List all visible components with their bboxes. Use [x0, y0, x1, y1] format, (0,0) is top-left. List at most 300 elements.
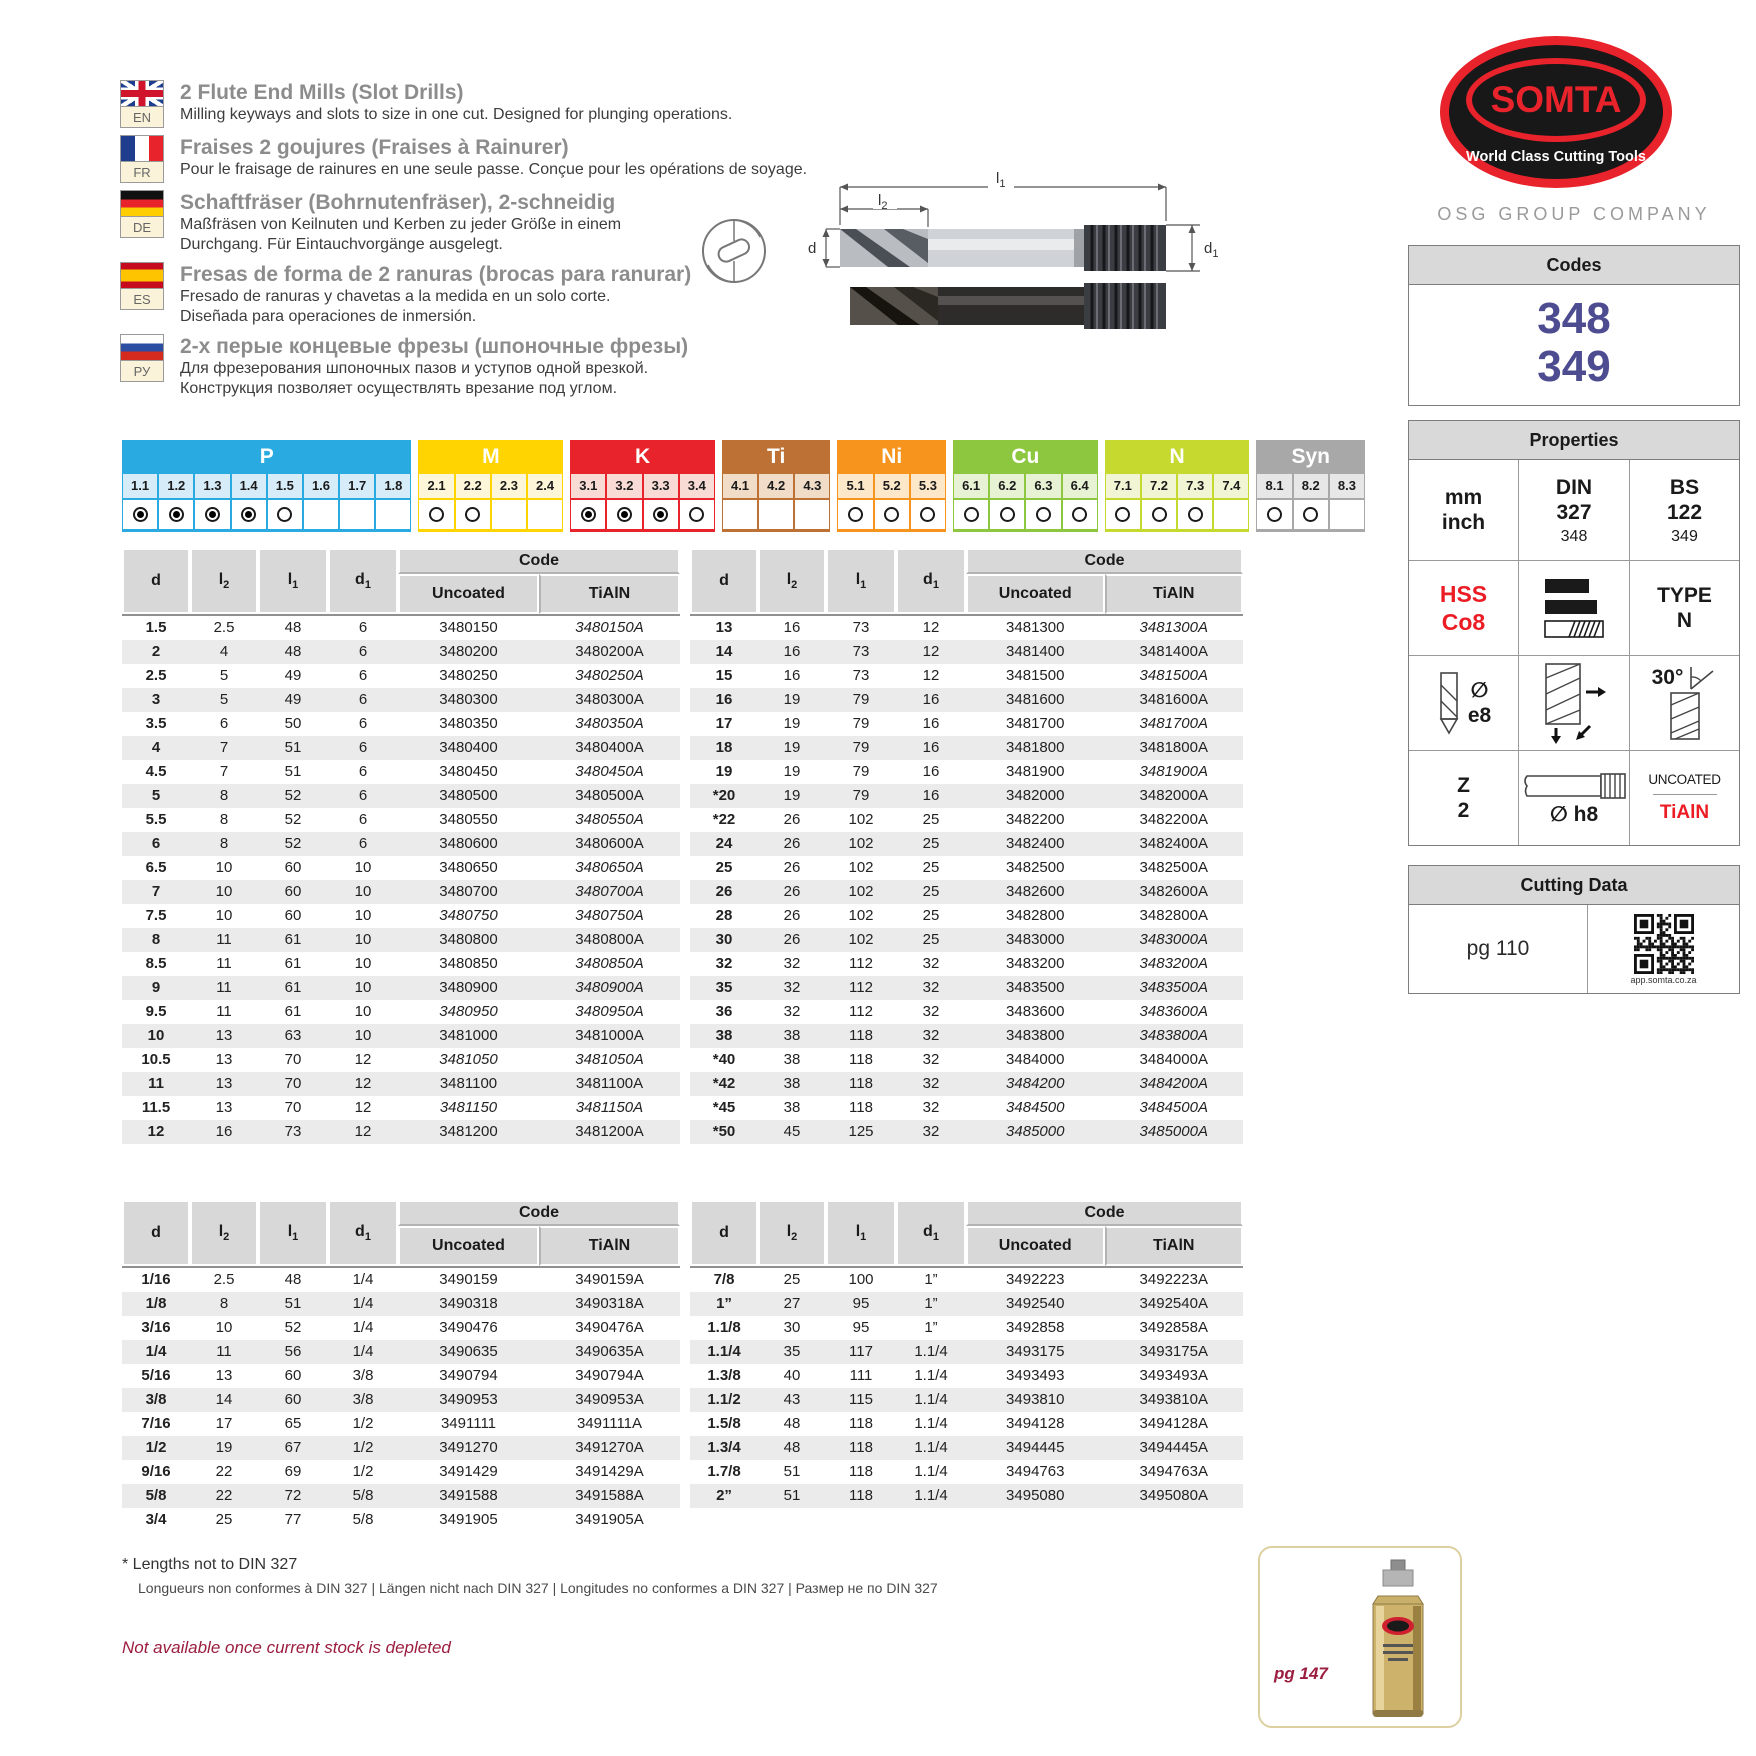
material-code: 1.4: [231, 473, 267, 499]
material-radio-cell: [122, 499, 158, 532]
code-uncoated: 3482400: [1006, 835, 1065, 852]
radio-selected: [581, 507, 596, 522]
code-uncoated: 3490318: [439, 1295, 498, 1312]
col-header-d1: $d_1$: [328, 1200, 398, 1266]
material-group-p: [122, 440, 411, 532]
col-header-tialn: TiAlN: [1105, 574, 1244, 614]
code-uncoated: 3481000: [439, 1027, 498, 1044]
table-row: 7/8 25 100 1” 3492223 3492223A: [690, 1266, 1243, 1292]
col-header-uncoated: Uncoated: [398, 1226, 539, 1266]
col-header-code: Code: [398, 548, 680, 574]
product-desc: Конструкция позволяет осуществлять врезание под углом.: [180, 380, 618, 397]
table-row: 3/8 14 60 3/8 3490953 3490953A: [122, 1388, 680, 1412]
code-uncoated: 3491429: [439, 1463, 498, 1480]
code-tialn: 3490476A: [575, 1319, 644, 1336]
col-header-d: d: [122, 1200, 190, 1266]
material-radio-cell: [643, 499, 679, 532]
table-row: 1.5/8 48 118 1.1/4 3494128 3494128A: [690, 1412, 1243, 1436]
code-tialn: 3492540A: [1139, 1295, 1208, 1312]
product-desc: Pour le fraisage de rainures en une seule passe. Conçue pour les opérations de soyage.: [180, 161, 808, 178]
material-radio-cell: [989, 499, 1025, 532]
code-tialn: 3480500A: [575, 787, 644, 804]
code-tialn: 3483200A: [1139, 955, 1208, 972]
flagbox-fr: [120, 135, 166, 183]
code-tialn: 3494763A: [1139, 1463, 1208, 1480]
code-tialn: 3482600A: [1139, 883, 1208, 900]
dimension-l2: [840, 192, 928, 227]
material-code: 5.1: [837, 473, 873, 499]
table-row: *42 38 118 32 3484200 3484200A: [690, 1072, 1243, 1096]
code-tialn: 3491588A: [575, 1487, 644, 1504]
code-uncoated: 3492858: [1006, 1319, 1065, 1336]
material-radio-cell: [231, 499, 267, 532]
code-tialn: 3481200A: [575, 1123, 644, 1140]
material-radio-cell: [606, 499, 642, 532]
code-uncoated: 3482500: [1006, 859, 1065, 876]
shank-icon: [1519, 770, 1629, 802]
language-code: DE: [120, 217, 164, 238]
material-code: 7.2: [1141, 473, 1177, 499]
radio-unselected: [1072, 507, 1087, 522]
material-code: 3.3: [643, 473, 679, 499]
footnote-din: * Lengths not to DIN 327: [122, 1556, 298, 1573]
material-radio-cell: [953, 499, 989, 532]
radio-selected: [169, 507, 184, 522]
material-group-label: K: [570, 440, 715, 473]
code-uncoated: 3490476: [439, 1319, 498, 1336]
cutting-data-page-ref: pg 110: [1466, 937, 1530, 960]
code-uncoated: 3481800: [1006, 739, 1065, 756]
code-uncoated: 3481400: [1006, 643, 1065, 660]
table-row: *20 19 79 16 3482000 3482000A: [690, 784, 1243, 808]
material-group-ti: [722, 440, 831, 532]
material-group-label: Syn: [1256, 440, 1365, 473]
spec-table: [122, 1200, 680, 1532]
code-tialn: 3484000A: [1139, 1051, 1208, 1068]
brand-tagline: World Class Cutting Tools: [1466, 149, 1646, 165]
code-uncoated: 3480350: [439, 715, 498, 732]
angle-icon: [1687, 665, 1717, 691]
table-row: 3/4 25 77 5/8 3491905 3491905A: [122, 1508, 680, 1532]
table-row: 4.5 7 51 6 3480450 3480450A: [122, 760, 680, 784]
language-text-ru: [180, 334, 688, 399]
code-tialn: 3493175A: [1139, 1343, 1208, 1360]
svg-text:l1: $l_1$: [996, 170, 1006, 190]
material-group-n: [1105, 440, 1250, 532]
flag-icon-fr: [120, 135, 164, 162]
material-code: 6.1: [953, 473, 989, 499]
table-row: 1” 27 95 1” 3492540 3492540A: [690, 1292, 1243, 1316]
code-uncoated: 3480300: [439, 691, 498, 708]
table-row: 38 38 118 32 3483800 3483800A: [690, 1024, 1243, 1048]
product-desc: Diseñada para operaciones de inmersión.: [180, 308, 477, 325]
material-cells: [418, 473, 563, 532]
radio-selected: [653, 507, 668, 522]
code-uncoated: 3480600: [439, 835, 498, 852]
language-code: FR: [120, 162, 164, 183]
table-row: 6.5 10 60 10 3480650 3480650A: [122, 856, 680, 880]
material-cells: [722, 473, 831, 532]
material-radio-cell: [874, 499, 910, 532]
material-radio-cell: [1256, 499, 1292, 532]
material-code: 7.4: [1213, 473, 1249, 499]
material-group-ni: [837, 440, 946, 532]
code-uncoated: 3480950: [439, 1003, 498, 1020]
product-title-uk: 2 Flute End Mills (Slot Drills): [180, 81, 464, 104]
brand-name: SOMTA: [1490, 79, 1622, 120]
code-tialn: 3480200A: [575, 643, 644, 660]
series-code: 349: [1537, 342, 1611, 391]
table-row: 16 19 79 16 3481600 3481600A: [690, 688, 1243, 712]
radio-unselected: [429, 507, 444, 522]
code-tialn: 3480250A: [575, 667, 644, 684]
material-cells: [1256, 473, 1365, 532]
table-row: 3.5 6 50 6 3480350 3480350A: [122, 712, 680, 736]
code-uncoated: 3480850: [439, 955, 498, 972]
flagbox-uk: [120, 80, 166, 128]
language-block-uk: [120, 80, 1260, 128]
table-row: 1/8 8 51 1/4 3490318 3490318A: [122, 1292, 680, 1316]
material-code: 7.1: [1105, 473, 1141, 499]
table-row: 2” 51 118 1.1/4 3495080 3495080A: [690, 1484, 1243, 1508]
product-desc: Fresado de ranuras y chavetas a la medida en un solo corte.: [180, 288, 611, 305]
radio-unselected: [848, 507, 863, 522]
cutting-data-box: [1408, 865, 1740, 994]
material-radio-cell: [679, 499, 715, 532]
code-tialn: 3480550A: [575, 811, 644, 828]
col-header-d1: $d_1$: [896, 1200, 966, 1266]
code-uncoated: 3491905: [439, 1511, 498, 1528]
material-code: 6.2: [989, 473, 1025, 499]
code-tialn: 3480450A: [575, 763, 644, 780]
end-mill-photo-coated: [850, 283, 1166, 329]
flagbox-ru: [120, 334, 166, 399]
table-row: 7/16 17 65 1/2 3491111 3491111A: [122, 1412, 680, 1436]
code-tialn: 3493810A: [1139, 1391, 1208, 1408]
radio-unselected: [1303, 507, 1318, 522]
radio-selected: [241, 507, 256, 522]
material-radio-cell: [375, 499, 411, 532]
col-header-d1: $d_1$: [328, 548, 398, 614]
table-row: 5/16 13 60 3/8 3490794 3490794A: [122, 1364, 680, 1388]
series-code: 348: [1537, 294, 1611, 343]
svg-text:d: d: [808, 240, 817, 257]
language-text-uk: [180, 80, 732, 128]
code-uncoated: 3492540: [1006, 1295, 1065, 1312]
table-row: 5/8 22 72 5/8 3491588 3491588A: [122, 1484, 680, 1508]
table-row: 12 16 73 12 3481200 3481200A: [122, 1120, 680, 1144]
material-radio-cell: [910, 499, 946, 532]
code-tialn: 3481900A: [1139, 763, 1208, 780]
prop-coating: UNCOATED TiAlN: [1630, 751, 1739, 845]
table-row: 14 16 73 12 3481400 3481400A: [690, 640, 1243, 664]
material-radio-cell: [758, 499, 794, 532]
table-row: 32 32 112 32 3483200 3483200A: [690, 952, 1243, 976]
material-code: 3.1: [570, 473, 606, 499]
col-header-l2: $l_2$: [758, 1200, 826, 1266]
code-tialn: 3480800A: [575, 931, 644, 948]
prop-din-standard: DIN 327 348: [1519, 460, 1629, 560]
code-tialn: 3495080A: [1139, 1487, 1208, 1504]
radio-unselected: [1152, 507, 1167, 522]
code-tialn: 3484200A: [1139, 1075, 1208, 1092]
language-code: EN: [120, 107, 164, 128]
flag-icon-ru: [120, 334, 164, 361]
code-uncoated: 3480200: [439, 643, 498, 660]
material-cells: [122, 473, 411, 532]
end-mill-icon: [1436, 671, 1462, 735]
col-header-uncoated: Uncoated: [966, 574, 1105, 614]
table-row: 2 4 48 6 3480200 3480200A: [122, 640, 680, 664]
code-uncoated: 3481300: [966, 614, 1105, 640]
code-tialn: 3480150A: [539, 614, 680, 640]
table-row: 1.5 2.5 48 6 3480150 3480150A: [122, 614, 680, 640]
material-radio-cell: [837, 499, 873, 532]
availability-note: Not available once current stock is depleted: [122, 1638, 451, 1657]
table-row: *45 38 118 32 3484500 3484500A: [690, 1096, 1243, 1120]
material-radio-cell: [1105, 499, 1141, 532]
dimension-d1: [1166, 225, 1218, 271]
table-row: 11.5 13 70 12 3481150 3481150A: [122, 1096, 680, 1120]
qr-caption: app.somta.co.za: [1630, 974, 1697, 985]
code-tialn: 3481400A: [1139, 643, 1208, 660]
material-group-m: [418, 440, 563, 532]
code-tialn: 3491111A: [576, 1415, 643, 1432]
table-row: 1.3/4 48 118 1.1/4 3494445 3494445A: [690, 1436, 1243, 1460]
code-tialn: 3482500A: [1139, 859, 1208, 876]
properties-box-title: Properties: [1409, 421, 1739, 460]
table-row: 6 8 52 6 3480600 3480600A: [122, 832, 680, 856]
table-row: *22 26 102 25 3482200 3482200A: [690, 808, 1243, 832]
code-uncoated: 3481600: [1006, 691, 1065, 708]
code-uncoated: 3484000: [1006, 1051, 1065, 1068]
code-tialn: 3490159A: [539, 1266, 680, 1292]
code-tialn: 3480600A: [575, 835, 644, 852]
code-uncoated: 3491270: [439, 1439, 498, 1456]
table-row: 13 16 73 12 3481300 3481300A: [690, 614, 1243, 640]
code-uncoated: 3480250: [439, 667, 498, 684]
code-uncoated: 3484200: [1006, 1075, 1065, 1092]
code-uncoated: 3480500: [439, 787, 498, 804]
code-tialn: 3480400A: [575, 739, 644, 756]
table-inch-large: [690, 1200, 1243, 1508]
col-header-code: Code: [966, 1200, 1243, 1226]
material-radio-cell: [1025, 499, 1061, 532]
code-tialn: 3491905A: [575, 1511, 644, 1528]
code-tialn: 3481600A: [1139, 691, 1208, 708]
material-code: 1.3: [194, 473, 230, 499]
material-radio-cell: [794, 499, 830, 532]
material-code: 2.4: [527, 473, 563, 499]
material-radio-cell: [267, 499, 303, 532]
code-tialn: 3492223A: [1105, 1266, 1244, 1292]
material-radio-cell: [491, 499, 527, 532]
material-group-label: Ti: [722, 440, 831, 473]
material-radio-cell: [1329, 499, 1365, 532]
language-code: РУ: [120, 361, 164, 382]
material-code: 1.5: [267, 473, 303, 499]
table-row: 3 5 49 6 3480300 3480300A: [122, 688, 680, 712]
col-header-l1: $l_1$: [258, 548, 328, 614]
table-row: 11 13 70 12 3481100 3481100A: [122, 1072, 680, 1096]
material-group-label: P: [122, 440, 411, 473]
radio-unselected: [1115, 507, 1130, 522]
table-inch-small: [122, 1200, 680, 1532]
product-title-ru: 2-х перые концевые фрезы (шпоночные фрезы): [180, 335, 689, 358]
code-tialn: 3492858A: [1139, 1319, 1208, 1336]
footnote-translations: Longueurs non conformes à DIN 327 | Längen nicht nach DIN 327 | Longitudes no conformes a DIN 327 | Размер не по DIN 327: [138, 1580, 938, 1596]
code-tialn: 3483600A: [1139, 1003, 1208, 1020]
material-cells: [953, 473, 1098, 532]
table-row: 5.5 8 52 6 3480550 3480550A: [122, 808, 680, 832]
material-group-label: Ni: [837, 440, 946, 473]
material-code: 7.3: [1177, 473, 1213, 499]
bars-icon: [1539, 573, 1609, 643]
code-tialn: 3490953A: [575, 1391, 644, 1408]
prop-shank: ∅ h8: [1519, 751, 1629, 845]
radio-unselected: [1188, 507, 1203, 522]
code-uncoated: 3494128: [1006, 1415, 1065, 1432]
radio-unselected: [964, 507, 979, 522]
code-uncoated: 3483500: [1006, 979, 1065, 996]
product-desc: Maßfräsen von Keilnuten und Kerben zu jeder Größe in einem: [180, 216, 622, 233]
table-row: 26 26 102 25 3482600 3482600A: [690, 880, 1243, 904]
material-code: 2.3: [491, 473, 527, 499]
code-uncoated: 3481100: [439, 1075, 498, 1092]
table-row: 1.1/2 43 115 1.1/4 3493810 3493810A: [690, 1388, 1243, 1412]
material-radio-cell: [339, 499, 375, 532]
cutting-fluid-promo: [1258, 1546, 1462, 1728]
table-row: *40 38 118 32 3484000 3484000A: [690, 1048, 1243, 1072]
code-uncoated: 3480700: [439, 883, 498, 900]
material-cells: [837, 473, 946, 532]
material-code: 8.3: [1329, 473, 1365, 499]
material-code: 6.3: [1025, 473, 1061, 499]
table-row: 10.5 13 70 12 3481050 3481050A: [122, 1048, 680, 1072]
code-tialn: 3483000A: [1139, 931, 1208, 948]
radio-unselected: [920, 507, 935, 522]
product-title-de: Schaftfräser (Bohrnutenfräser), 2-schneidig: [180, 191, 616, 214]
material-radio-cell: [722, 499, 758, 532]
material-radio-cell: [570, 499, 606, 532]
code-tialn: 3490794A: [575, 1367, 644, 1384]
code-uncoated: 3480450: [439, 763, 498, 780]
material-cells: [570, 473, 715, 532]
material-radio-cell: [158, 499, 194, 532]
code-tialn: 3481300A: [1105, 614, 1244, 640]
code-uncoated: 3490159: [398, 1266, 539, 1292]
code-uncoated: 3481050: [439, 1051, 498, 1068]
osg-group-label: OSG GROUP COMPANY: [1437, 204, 1711, 224]
product-title-fr: Fraises 2 goujures (Fraises à Rainurer): [180, 136, 569, 159]
end-mill-photo-uncoated: [840, 225, 1166, 271]
code-tialn: 3480950A: [575, 1003, 644, 1020]
col-header-d: d: [690, 1200, 758, 1266]
col-header-l2: $l_2$: [190, 548, 258, 614]
code-tialn: 3480900A: [575, 979, 644, 996]
language-text-es: [180, 262, 691, 327]
material-code: 8.1: [1256, 473, 1292, 499]
col-header-uncoated: Uncoated: [398, 574, 539, 614]
table-row: 8 11 61 10 3480800 3480800A: [122, 928, 680, 952]
table-row: 9/16 22 69 1/2 3491429 3491429A: [122, 1460, 680, 1484]
code-tialn: 3484500A: [1139, 1099, 1208, 1116]
code-uncoated: 3485000: [1006, 1123, 1065, 1140]
table-row: 7 10 60 10 3480700 3480700A: [122, 880, 680, 904]
material-radio-cell: [1293, 499, 1329, 532]
code-uncoated: 3481900: [1006, 763, 1065, 780]
code-tialn: 3480300A: [575, 691, 644, 708]
col-header-l1: $l_1$: [826, 548, 896, 614]
table-row: 9.5 11 61 10 3480950 3480950A: [122, 1000, 680, 1024]
radio-unselected: [689, 507, 704, 522]
code-uncoated: 3490635: [439, 1343, 498, 1360]
qr-code: [1634, 914, 1694, 974]
code-tialn: 3491270A: [575, 1439, 644, 1456]
material-group-label: Cu: [953, 440, 1098, 473]
code-uncoated: 3481150: [439, 1099, 498, 1116]
table-row: 2.5 5 49 6 3480250 3480250A: [122, 664, 680, 688]
code-uncoated: 3494445: [1006, 1439, 1065, 1456]
material-code: 1.6: [303, 473, 339, 499]
plunge-arrows-icon: [1540, 660, 1608, 746]
table-row: 3/16 10 52 1/4 3490476 3490476A: [122, 1316, 680, 1340]
code-uncoated: 3483000: [1006, 931, 1065, 948]
code-tialn: 3481500A: [1139, 667, 1208, 684]
table-row: 30 26 102 25 3483000 3483000A: [690, 928, 1243, 952]
table-row: 1/2 19 67 1/2 3491270 3491270A: [122, 1436, 680, 1460]
svg-text:d1: $d_1$: [1204, 240, 1219, 260]
code-tialn: 3482400A: [1139, 835, 1208, 852]
col-header-uncoated: Uncoated: [966, 1226, 1105, 1266]
material-cells: [1105, 473, 1250, 532]
col-header-tialn: TiAlN: [539, 1226, 680, 1266]
material-application-chart: [122, 440, 1365, 532]
table-row: 1.7/8 51 118 1.1/4 3494763 3494763A: [690, 1460, 1243, 1484]
helix-hatch-icon: [1667, 691, 1703, 741]
code-uncoated: 3480400: [439, 739, 498, 756]
code-uncoated: 3483800: [1006, 1027, 1065, 1044]
table-row: 8.5 11 61 10 3480850 3480850A: [122, 952, 680, 976]
spec-table: [122, 548, 680, 1144]
material-radio-cell: [1141, 499, 1177, 532]
table-metric-small: [122, 548, 680, 1144]
code-tialn: 3481100A: [575, 1075, 644, 1092]
material-code: 5.3: [910, 473, 946, 499]
code-tialn: 3490635A: [575, 1343, 644, 1360]
material-code: 2.2: [455, 473, 491, 499]
table-row: 19 19 79 16 3481900 3481900A: [690, 760, 1243, 784]
material-radio-cell: [1062, 499, 1098, 532]
material-radio-cell: [455, 499, 491, 532]
prop-flutes: Z 2: [1409, 751, 1518, 845]
radio-unselected: [884, 507, 899, 522]
table-row: 28 26 102 25 3482800 3482800A: [690, 904, 1243, 928]
code-uncoated: 3494763: [1006, 1463, 1065, 1480]
table-metric-large: [690, 548, 1243, 1144]
spec-table: [690, 1200, 1243, 1508]
radio-unselected: [1267, 507, 1282, 522]
table-row: 36 32 112 32 3483600 3483600A: [690, 1000, 1243, 1024]
product-desc: Durchgang. Für Eintauchvorgänge ausgelegt.: [180, 236, 503, 253]
prop-bs-standard: BS 122 349: [1630, 460, 1739, 560]
code-uncoated: 3482800: [1006, 907, 1065, 924]
code-tialn: 3480750A: [575, 907, 644, 924]
code-tialn: 3481050A: [575, 1051, 644, 1068]
table-row: 1.1/8 30 95 1” 3492858 3492858A: [690, 1316, 1243, 1340]
code-tialn: 3481150A: [575, 1099, 644, 1116]
table-row: 4 7 51 6 3480400 3480400A: [122, 736, 680, 760]
